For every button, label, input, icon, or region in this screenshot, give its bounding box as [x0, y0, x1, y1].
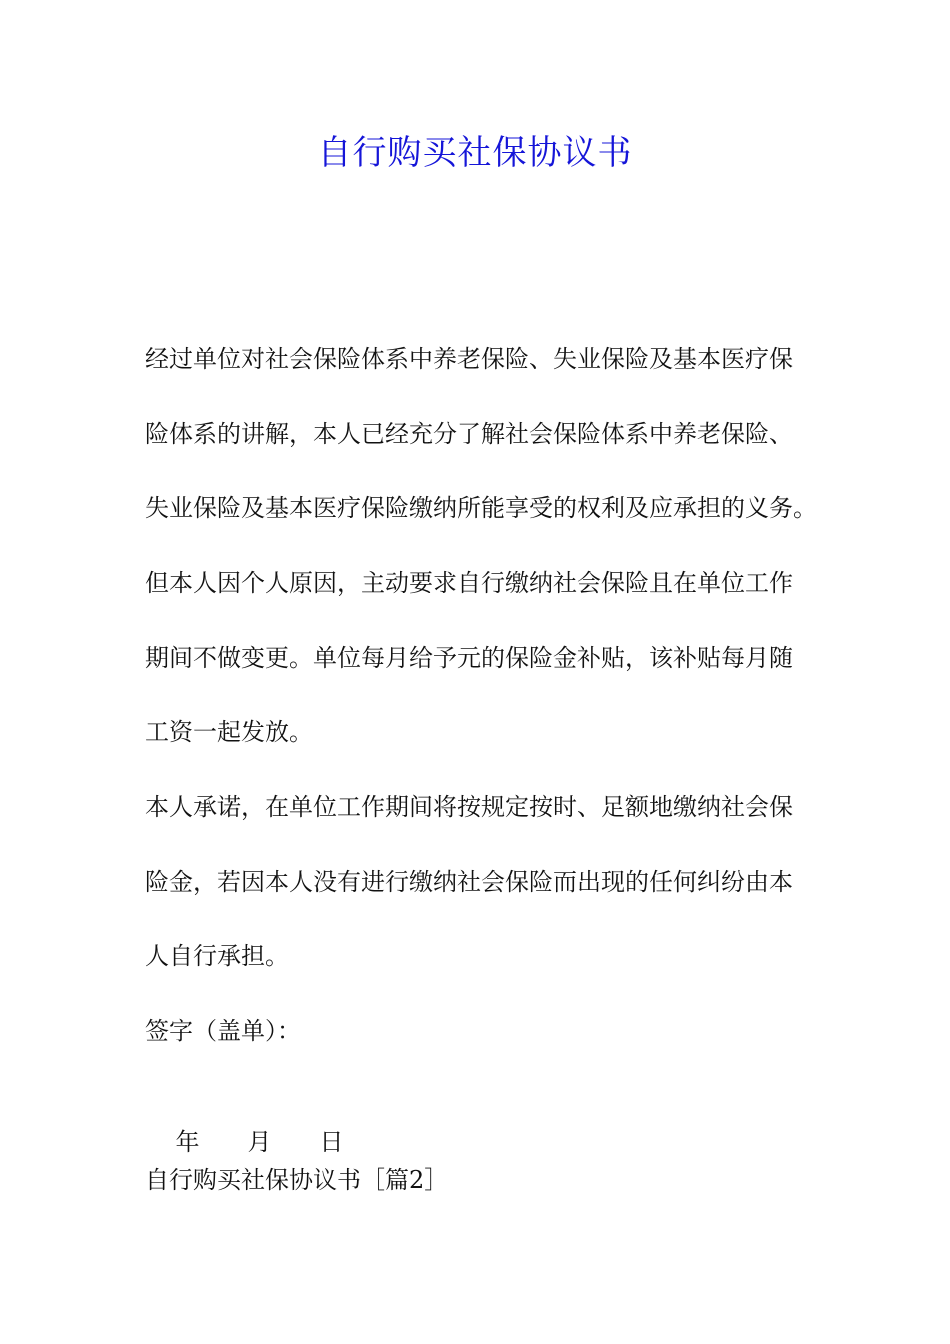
date-day: 日 — [319, 1128, 344, 1156]
paragraph-line: 人自行承担。 — [145, 942, 289, 970]
paragraph-line: 但本人因个人原因，主动要求自行缴纳社会保险且在单位工作 — [145, 569, 793, 597]
paragraph-line: 本人承诺，在单位工作期间将按规定按时、足额地缴纳社会保 — [145, 793, 793, 821]
date-month: 月 — [247, 1128, 272, 1156]
document-title: 自行购买社保协议书 — [317, 133, 633, 173]
next-section-heading: 自行购买社保协议书［篇2］ — [145, 1166, 449, 1194]
paragraph-line: 险金，若因本人没有进行缴纳社会保险而出现的任何纠纷由本 — [145, 868, 793, 896]
paragraph-line: 险体系的讲解，本人已经充分了解社会保险体系中养老保险、 — [145, 420, 793, 448]
paragraph-line: 经过单位对社会保险体系中养老保险、失业保险及基本医疗保 — [145, 345, 793, 373]
signature-label: 签字（盖单）： — [145, 1017, 301, 1045]
date-year: 年 — [175, 1128, 200, 1156]
paragraph-line: 期间不做变更。单位每月给予元的保险金补贴，该补贴每月随 — [145, 644, 793, 672]
paragraph-line: 失业保险及基本医疗保险缴纳所能享受的权利及应承担的义务。 — [145, 494, 817, 522]
paragraph-line: 工资一起发放。 — [145, 718, 313, 746]
